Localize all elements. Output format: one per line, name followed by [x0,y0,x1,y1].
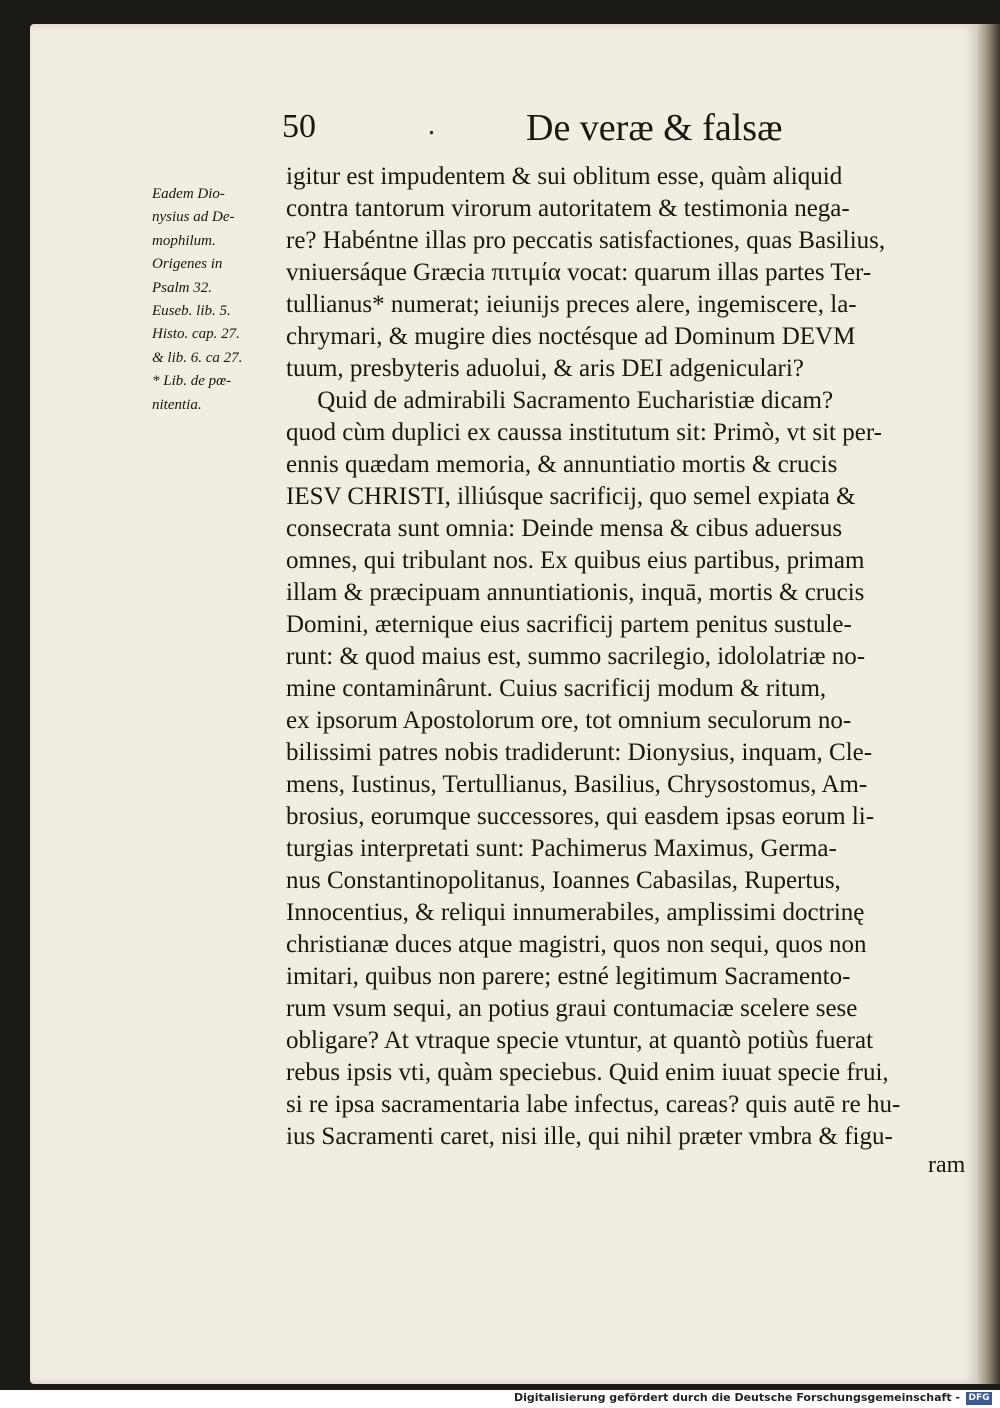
catchword: ram [928,1152,966,1178]
body-line: chrymari, & mugire dies noctésque ad Dominum DEVM [286,323,856,350]
body-line: contra tantorum virorum autoritatem & testimonia nega- [286,195,850,222]
body-line: christianæ duces atque magistri, quos non sequi, quos non [286,931,867,958]
body-line: re? Habéntne illas pro peccatis satisfactiones, quas Basilius, [286,227,886,254]
running-head [0,96,1000,156]
body-line: vniuersáque Græcia πιτιμία vocat: quarum illas partes Ter- [286,259,872,286]
body-line: mine contaminârunt. Cuius sacrificij modum & ritum, [286,675,827,702]
margin-note-line: Psalm 32. [152,279,212,296]
margin-note-line: & lib. 6. ca 27. [152,349,243,366]
body-line: runt: & quod maius est, summo sacrilegio, idololatriæ no- [286,643,866,670]
funding-credit: Digitalisierung gefördert durch die Deutsche Forschungsgemeinschaft - [513,1391,960,1404]
body-line: tullianus* numerat; ieiunijs preces alere, ingemiscere, la- [286,291,857,318]
margin-note-line: nitentia. [152,396,202,413]
body-line: turgias interpretati sunt: Pachimerus Maximus, Germa- [286,835,837,862]
body-line: Domini, æternique eius sacrificij partem penitus sustule- [286,611,852,638]
running-head-separator: . [428,110,435,141]
margin-notes [152,183,270,417]
body-line: rum vsum sequi, an potius graui contumaciæ scelere sese [286,995,858,1022]
body-line: si re ipsa sacramentaria labe infectus, careas? quis autē re hu- [286,1091,901,1118]
footer-bar [0,1390,1000,1408]
body-line: rebus ipsis vti, quàm speciebus. Quid enim iuuat specie frui, [286,1059,889,1086]
body-line: omnes, qui tribulant nos. Ex quibus eius partibus, primam [286,547,865,574]
body-line: Innocentius, & reliqui innumerabiles, amplissimi doctrinę [286,899,865,926]
body-line: consecrata sunt omnia: Deinde mensa & cibus aduersus [286,515,843,542]
body-line: bilissimi patres nobis tradiderunt: Dionysius, inquam, Cle- [286,739,873,766]
body-line: ius Sacramenti caret, nisi ille, qui nihil præter vmbra & figu- [286,1123,893,1150]
body-text [286,161,986,1153]
body-line: Quid de admirabili Sacramento Eucharistiæ dicam? [286,387,834,414]
body-line: igitur est impudentem & sui oblitum esse, quàm aliquid [286,163,843,190]
dfg-logo: DFG [966,1392,992,1405]
running-head-title: De veræ & falsæ [526,107,783,149]
body-line: IESV CHRISTI, illiúsque sacrificij, quo semel expiata & [286,483,856,510]
page-number: 50 [282,108,316,145]
margin-note-line: nysius ad De- [152,209,235,226]
body-line: nus Constantinopolitanus, Ioannes Cabasilas, Rupertus, [286,867,841,894]
margin-note-line: mophilum. [152,232,216,249]
body-line: obligare? At vtraque specie vtuntur, at quantò potiùs fuerat [286,1027,874,1054]
body-line: ennis quædam memoria, & annuntiatio mortis & crucis [286,451,838,478]
body-line: tuum, presbyteris aduolui, & aris DEI adgeniculari? [286,355,804,382]
margin-note-line: Eadem Dio- [152,186,225,202]
body-line: mens, Iustinus, Tertullianus, Basilius, Chrysostomus, Am- [286,771,868,798]
body-line: imitari, quibus non parere; estné legitimum Sacramento- [286,963,851,990]
margin-note-line: Histo. cap. 27. [152,326,240,343]
margin-note-line: Euseb. lib. 5. [152,303,231,320]
margin-note-line: Origenes in [152,256,223,273]
body-line: brosius, eorumque successores, qui easdem ipsas eorum li- [286,803,875,830]
margin-note-line: * Lib. de pœ- [152,373,232,390]
body-line: ex ipsorum Apostolorum ore, tot omnium seculorum no- [286,707,852,734]
body-line: quod cùm duplici ex caussa institutum sit: Primò, vt sit per- [286,419,882,446]
body-line: illam & præcipuam annuntiationis, inquā, mortis & crucis [286,579,865,606]
